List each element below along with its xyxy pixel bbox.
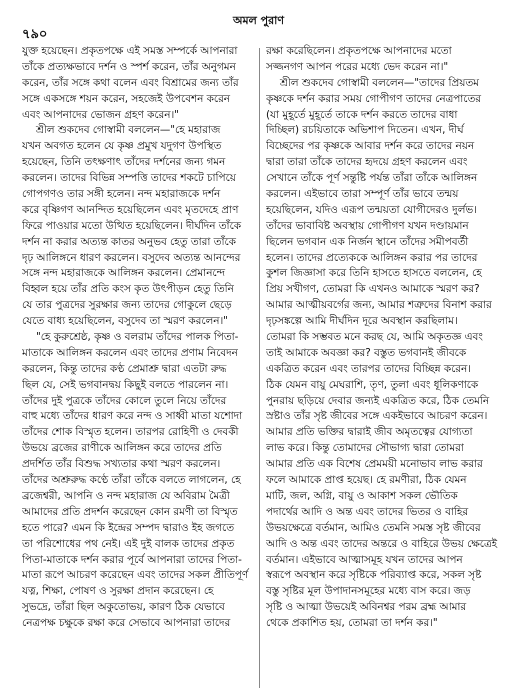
text-line: ফলে আমাকে প্রাপ্ত হয়েছ। হে রমণীরা, ঠিক যেমন (266, 474, 467, 487)
right-text-column (266, 44, 500, 689)
text-line: মাটি, জল, অগ্নি, বায়ু ও আকাশ সকল ভৌতিক (266, 489, 458, 502)
text-line: সজ্জনগণ আপন পরের মধ্যে ভেদ করেন না।" (266, 60, 449, 73)
text-line: কৃষ্ণকে দর্শন করার সময় গোপীগণ তাদের নেত্রপাতের (266, 92, 481, 105)
text-line: তাঁদের দুই পুত্রকে তাঁদের কোলে তুলে নিয়ে তাঁদের (22, 394, 227, 407)
text-line: হতে পারে? এমন কি ইন্দ্রের সম্পদ দ্বারাও ইহ জগতে (22, 521, 235, 534)
text-line: যে তার পুত্রদের সুরক্ষার জন্য তাদের গোকুলে ছেড়ে (22, 299, 232, 312)
text-line: স্বরূপে অবস্থান করে সৃষ্টিকে পরিব্যাপ্ত করে, সকল সৃষ্ট (266, 569, 482, 582)
text-line: করেন, তাঁর সঙ্গে কথা বলেন এবং বিশ্রামের জন্য তাঁর (22, 76, 239, 89)
text-line: হয়েছেন, তিনি তৎক্ষণাৎ তাঁদের দর্শনের জন্য গমন (22, 156, 226, 169)
text-line: ছিলেন ভগবান এক নির্জন স্থানে তাঁদের সমীপবর্তী (266, 235, 469, 248)
text-line: থেকে প্রকাশিত হয়, তোমরা তা দর্শন কর।" (266, 617, 438, 630)
text-line: দিচ্ছিল) রচয়িতাকে অভিশাপ দিতেন। এখন, দীর্ঘ (266, 124, 464, 137)
text-line: আদি ও অন্ত এবং তাদের অন্তরে ও বাহিরে উভয় ক্ষেত্রেই (266, 537, 498, 550)
text-line: সঙ্গে একসঙ্গে শয়ন করেন, সহজেই উপবেশন করেন (22, 92, 231, 105)
text-line: পিতা-মাতাকে দর্শন করার পূর্বে আপনারা তাদের পিতা- (22, 553, 242, 566)
text-line: রক্ষা করেছিলেন। প্রকৃতপক্ষে আপনাদের মতো (266, 45, 452, 57)
text-line: উভয়ক্ষেত্রে বর্তমান, আমিও তেমনি সমস্ত সৃষ্ট জীবের (266, 521, 481, 534)
text-line: করে বৃষ্ণিগণ আনন্দিত হয়েছিলেন এবং মৃতদেহে প্রাণ (22, 203, 239, 216)
text-line: পদার্থের আদি ও অন্ত এবং তাদের ভিতর ও বাহির (266, 505, 469, 518)
text-line: "হে কুরুশ্রেষ্ঠ, কৃষ্ণ ও বলরাম তাঁদের পালক পিতা- (36, 331, 239, 344)
page-header (0, 0, 517, 44)
text-line: স্রষ্টাও তাঁর সৃষ্ট জীবের সঙ্গে একইভাবে আচরণ করেন। (266, 410, 488, 423)
text-line: দ্বারা তারা তাঁকে তাদের হৃদয়ে গ্রহণ করলেন এবং (266, 156, 468, 169)
text-line: শ্রীল শুকদেব গোস্বামী বললেন—"হে মহারাজ (36, 124, 221, 137)
text-line: দৃঢ়সঙ্কল্পে আমি দীর্ঘদিন দূরে অবস্থান করছিলাম। (266, 315, 458, 328)
text-line: বস্তু সৃষ্টির মূল উপাদানসমূহের মধ্যে বাস করে। জড় (266, 585, 471, 598)
text-line: নেত্রপক্ষ চক্ষুকে রক্ষা করে সেভাবে আপনারা তাদের (22, 617, 231, 630)
text-line: তাঁকে প্রত্যক্ষভাবে দর্শন ও স্পর্শ করেন, তাঁর অনুগমন (22, 60, 236, 73)
text-line: (যা মুহূর্তে মুহূর্তে তাকে দর্শন করতে তাদের বাধা (266, 108, 458, 121)
text-line: তা পরিশোধের পথ নেই। এই দুই বালক তাদের প্রকৃত (22, 537, 235, 550)
text-line: তাই আমাকে অবজ্ঞা কর? বস্তুত ভগবানই জীবকে (266, 346, 467, 359)
text-line: লাভ করে। কিন্তু তোমাদের সৌভাগ্য দ্বারা তোমরা (266, 442, 464, 455)
text-line: আমার আত্মীয়বর্গের জন্য, আমার শত্রুদের বিনাশ করার (266, 299, 492, 312)
running-title: অমল পুরাণ (232, 14, 285, 27)
text-line: বর্তমান। এইভাবে আত্মাসমূহ যখন তাদের আপন (266, 553, 463, 566)
text-line: আমাদের প্রতি প্রদর্শন করেছেন কোন রমণী তা বিস্মৃত (22, 505, 238, 518)
text-line: হয়েছিলেন, যদিও এরূপ তন্ময়তা যোগীদেরও দুর্লভ। (266, 203, 477, 216)
text-line: আমার প্রতি এক বিশেষ প্রেমময়ী মনোভাব লাভ করার (266, 458, 483, 471)
text-line: মাতাকে আলিঙ্গন করলেন এবং তাদের প্রণাম নিবেদন (22, 346, 238, 359)
text-line: করলেন, কিন্তু তাদের কণ্ঠ প্রেমাশ্রু দ্বারা এতটা রুদ্ধ (22, 362, 227, 375)
text-line: ব্রজেশ্বরী, আপনি ও নন্দ মহারাজ যে অবিরাম মৈত্রী (22, 489, 230, 502)
text-line: করলেন। তাদের বিভিন্ন সম্পত্তি তাদের শকটে চাপিয়ে (22, 172, 236, 185)
text-line: তাঁদের ভাবাবিষ্ট অবস্থায় গোপীগণ যখন দণ্ডায়মান (266, 219, 469, 232)
text-line: বিচ্ছেদের পর কৃষ্ণকে আবার দর্শন করে তাদের নয়ন (266, 140, 475, 153)
text-line: প্রদর্শিত তাঁর বিশুদ্ধ সখ্যতার কথা স্মরণ করলেন। (22, 458, 221, 471)
text-line: গোপগণও তার সঙ্গী হলেন। নন্দ মহারাজকে দর্শন (22, 188, 221, 201)
text-line: যেতে বাধ্য হয়েছিলেন, বসুদেব তা স্মরণ করলেন।" (22, 315, 228, 328)
text-line: তোমরা কি সম্ভবত মনে করছ যে, আমি অকৃতজ্ঞ এবং (266, 331, 483, 344)
text-line: দৃঢ় আলিঙ্গনে ধারণ করলেন। বসুদেব অত্যন্ত আনন্দের (22, 251, 241, 264)
text-line: ফিরে পাওয়ার মতো উত্থিত হয়েছিলেন। দীর্ঘদিন তাঁকে (22, 219, 242, 232)
text-line: শ্রীল শুকদেব গোস্বামী বললেন—"তাদের প্রিয়তম (280, 76, 479, 89)
text-line: তাঁদের অশ্রুরুদ্ধ কণ্ঠে তাঁরা তাঁকে বলতে লাগলেন, হে (22, 474, 241, 487)
text-line: করলেন। এইভাবে তারা সম্পূর্ণ তাঁর ভাবে তন্ময় (266, 188, 459, 201)
text-line: ছিল যে, সেই ভগবানদ্বয় কিছুই বলতে পারলেন না। (22, 378, 229, 391)
page-number: ৭৯০ (22, 27, 48, 42)
text-line: সেখানে তাঁকে পূর্ণ সন্তুষ্টি পর্যন্ত তাঁরা তাঁকে আলিঙ্গন (266, 172, 478, 185)
text-line: দর্শন না করার অত্যন্ত কাতর অনুভব হেতু তারা তাঁকে (22, 235, 236, 248)
text-line: সুভদ্রে, তাঁরা ছিল অকুতোভয়, কারণ ঠিক যেভাবে (22, 601, 225, 614)
text-line: বাহু মধ্যে তাঁদের ধারণ করে নন্দ ও সাধ্বী মাতা যশোদা (22, 410, 243, 423)
text-line: আমার প্রতি ভক্তির দ্বারাই জীব অমৃতত্বের যোগ্যতা (266, 426, 473, 439)
text-line: যখন অবগত হলেন যে কৃষ্ণ প্রমুখ যদুগণ উপস্থিত (22, 140, 222, 153)
text-line: উভয়ে ব্রজের রাণীকে আলিঙ্গন করে তাদের প্রতি (22, 442, 222, 455)
text-line: ঠিক যেমন বায়ু মেঘরাশি, তৃণ, তুলা এবং ধূলিকণাকে (266, 378, 479, 391)
text-line: এবং আপনাদের ভোজন গ্রহণ করেন।" (22, 108, 179, 121)
text-line: পুনরায় ছড়িয়ে দেবার জন্যই একত্রিত করে, ঠিক তেমনি (266, 394, 490, 407)
text-line: যত্ন, শিক্ষা, পোষণ ও সুরক্ষা প্রদান করেছেন। হে (22, 585, 214, 598)
text-line: প্রিয় সখীগণ, তোমরা কি এখনও আমাকে স্মরণ কর? (266, 283, 480, 296)
text-line: হলেন। তাদের প্রত্যেককে আলিঙ্গন করার পর তাদের (266, 251, 478, 264)
text-line: বিহ্বল হয়ে তাঁর প্রতি কংস কৃত উৎপীড়ন হেতু তিনি (22, 283, 234, 296)
text-line: তাঁদের শোক বিস্মৃত হলেন। তারপর রোহিণী ও দেবকী (22, 426, 239, 439)
text-line: মাতা রূপে আচরণ করেছেন এবং তাদের সকল প্রীতিপূর্ণ (22, 569, 249, 582)
text-line: সঙ্গে নন্দ মহারাজকে আলিঙ্গন করলেন। প্রেমানন্দে (22, 267, 225, 280)
left-text-column (22, 44, 254, 689)
text-line: যুক্ত হয়েছেন। প্রকৃতপক্ষে এই সমস্ত সম্পর্কে আপনারা (22, 45, 238, 57)
column-divider (259, 48, 260, 688)
text-line: একত্রিত করেন এবং তারপর তাদের বিচ্ছিন্ন করেন। (266, 362, 471, 375)
text-line: সৃষ্টি ও আত্মা উভয়েই অবিনশ্বর পরম ব্রহ্ম আমার (266, 601, 467, 614)
text-line: কুশল জিজ্ঞাসা করে তিনি হাসতে হাসতে বললেন, হে (266, 267, 482, 280)
